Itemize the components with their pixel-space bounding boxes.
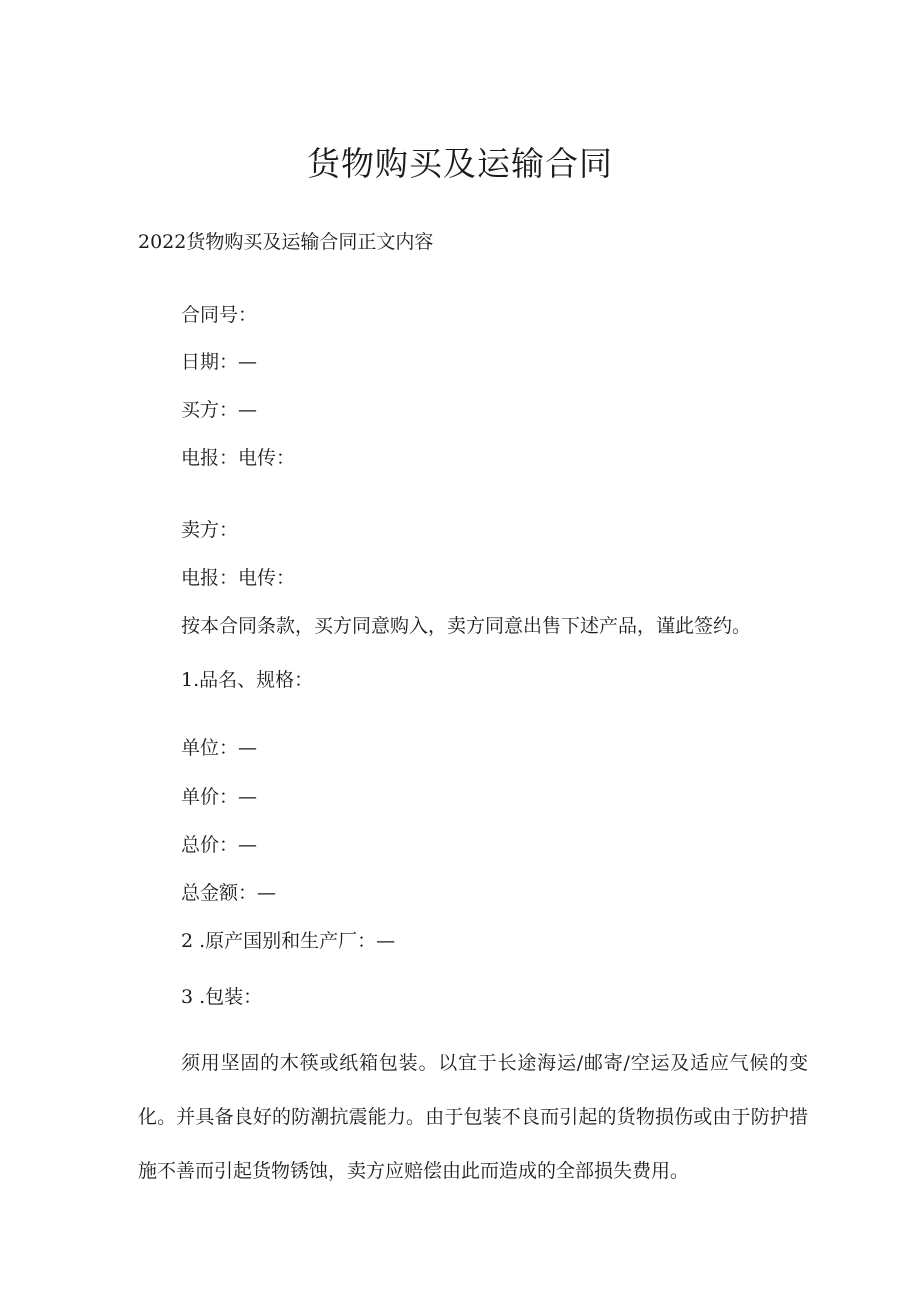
- packaging-paragraph: 须用坚固的木筷或纸箱包装。以宜于长途海运/邮寄/空运及适应气候的变化。并具备良好的防潮抗震能力。由于包装不良而引起的货物损伤或由于防护措施不善而引起货物锈蚀，卖方应赔偿由此而造成的全部损失费用。: [138, 1052, 808, 1182]
- unit-field: 单位：—: [181, 737, 258, 759]
- document-subtitle: 2022货物购买及运输合同正文内容: [138, 231, 434, 253]
- date-field: 日期：—: [181, 351, 258, 373]
- unit-price-field: 单价：—: [181, 786, 258, 808]
- buyer-field: 买方：—: [181, 399, 258, 421]
- item-name-spec-heading: 1.品名、规格：: [181, 669, 314, 691]
- buyer-contact-field: 电报：电传：: [181, 447, 296, 469]
- total-price-field: 总价：—: [181, 834, 258, 856]
- packaging-heading: 3 .包装：: [181, 986, 263, 1008]
- origin-manufacturer-heading: 2 .原产国别和生产厂：—: [181, 930, 396, 952]
- preamble-text: 按本合同条款，买方同意购入，卖方同意出售下述产品，谨此签约。: [181, 615, 752, 637]
- document-title: 货物购买及运输合同: [307, 144, 613, 183]
- seller-field: 卖方：: [181, 519, 239, 541]
- seller-contact-field: 电报：电传：: [181, 567, 296, 589]
- total-amount-field: 总金额：—: [181, 882, 277, 904]
- contract-number-field: 合同号：: [181, 304, 258, 326]
